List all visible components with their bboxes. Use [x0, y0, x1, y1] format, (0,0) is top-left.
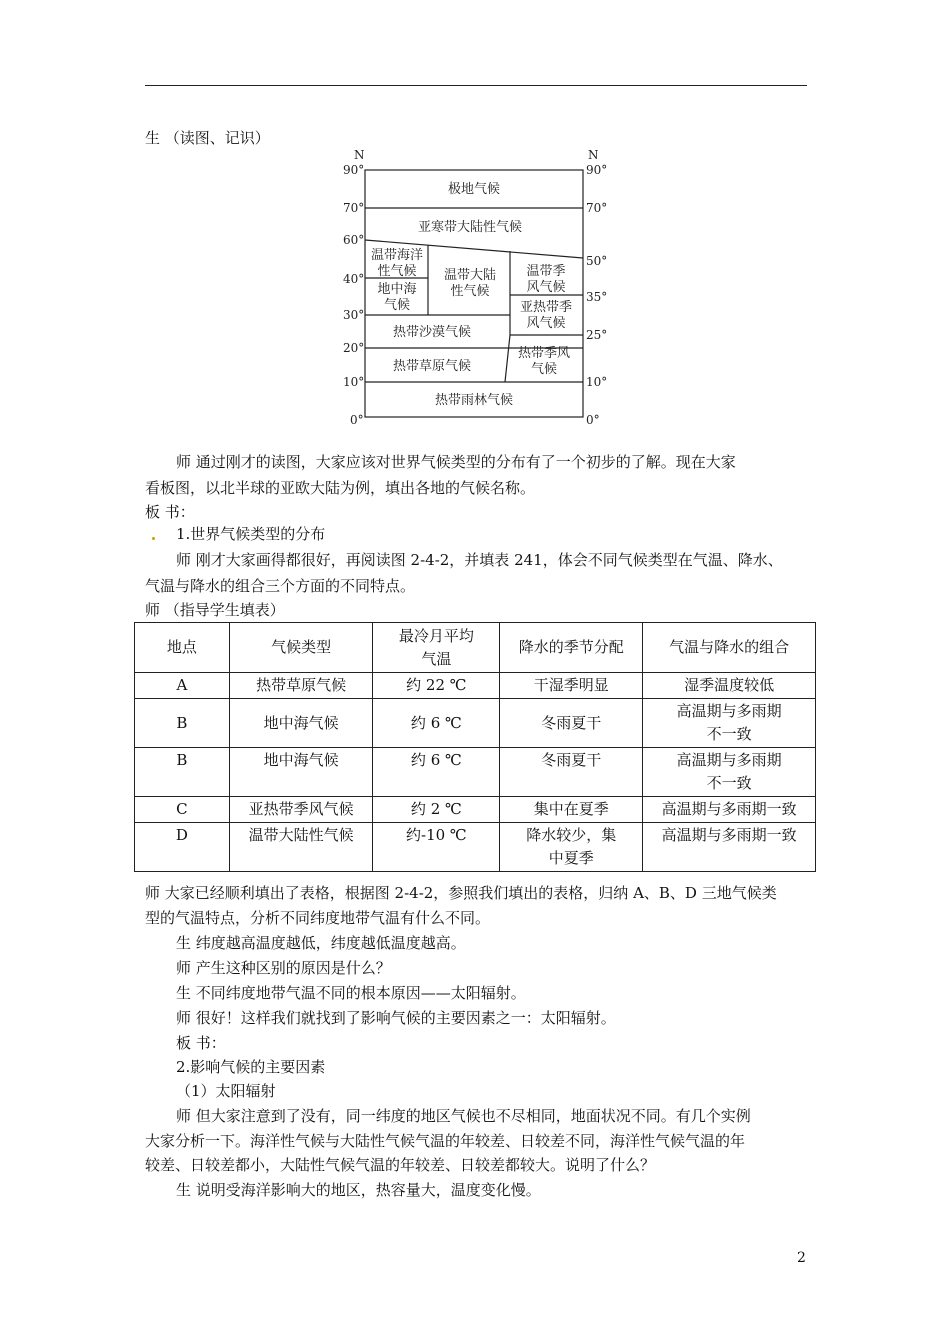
lat-label-left-70: 70°	[343, 201, 365, 215]
intro-line: 生 （读图、记识）	[145, 129, 270, 147]
paragraph-4-line-3: 较差、日较差都小，大陆性气候气温的年较差、日较差都较大。说明了什么？	[145, 1156, 656, 1174]
board-label-1: 板 书：	[145, 503, 195, 521]
lat-label-left-40: 40°	[343, 272, 365, 286]
lat-label-left-10: 10°	[343, 375, 365, 389]
zone-temperate-continental-1: 温带大陆	[443, 268, 497, 283]
cell-combination: 湿季温度较低	[643, 673, 816, 699]
teacher-question-1: 师 产生这种区别的原因是什么？	[176, 959, 391, 977]
cell-location: B	[135, 699, 230, 748]
zone-tropical-rainforest: 热带雨林气候	[434, 393, 514, 408]
cell-location: B	[135, 748, 230, 797]
cell-precipitation: 冬雨夏干	[500, 699, 643, 748]
lat-label-right-70: 70°	[586, 201, 608, 215]
lat-label-right-35: 35°	[586, 290, 608, 304]
cell-precipitation: 降水较少，集中夏季	[500, 823, 643, 872]
lat-label-left-30: 30°	[343, 308, 365, 322]
cell-climate-type: 地中海气候	[229, 748, 373, 797]
paragraph-3-line-1: 师 大家已经顺利填出了表格，根据图 2-4-2，参照我们填出的表格，归纳 A、B、D 三地气候类	[145, 884, 777, 902]
zone-temperate-monsoon-1: 温带季	[526, 264, 566, 279]
zone-subtropical-monsoon-2: 风气候	[526, 316, 566, 331]
cell-coldest-temp: 约 22 ℃	[373, 673, 500, 699]
zone-tropical-monsoon-2: 气候	[530, 362, 558, 377]
zone-mediterranean-1: 地中海	[377, 282, 417, 297]
cell-coldest-temp: 约-10 ℃	[373, 823, 500, 872]
guide-line: 师 （指导学生填表）	[145, 601, 285, 619]
header-precipitation-season: 降水的季节分配	[500, 623, 643, 673]
lat-label-right-0: 0°	[586, 413, 600, 427]
lat-label-right-90: 90°	[586, 163, 608, 177]
north-label-right: N	[588, 148, 599, 162]
cell-precipitation: 冬雨夏干	[500, 748, 643, 797]
cell-coldest-temp: 约 6 ℃	[373, 748, 500, 797]
lat-label-right-25: 25°	[586, 328, 608, 342]
cell-location: A	[135, 673, 230, 699]
paragraph-1-line-1: 师 通过刚才的读图，大家应该对世界气候类型的分布有了一个初步的了解。现在大家	[176, 453, 736, 471]
cell-climate-type: 热带草原气候	[229, 673, 373, 699]
climate-distribution-diagram	[330, 145, 620, 430]
north-label-left: N	[354, 148, 365, 162]
cell-precipitation: 集中在夏季	[500, 797, 643, 823]
table-row	[135, 673, 816, 699]
table-header-row	[135, 623, 816, 673]
section-heading-2: 2.影响气候的主要因素	[176, 1058, 326, 1076]
cell-coldest-temp: 约 6 ℃	[373, 699, 500, 748]
climate-comparison-table	[134, 622, 816, 872]
zone-tropical-savanna: 热带草原气候	[392, 359, 472, 374]
zone-temperate-continental-2: 性气候	[450, 284, 490, 299]
lat-label-left-60: 60°	[343, 233, 365, 247]
teacher-remark-1: 师 很好！这样我们就找到了影响气候的主要因素之一：太阳辐射。	[176, 1009, 616, 1027]
student-answer-2: 生 不同纬度地带气温不同的根本原因——太阳辐射。	[176, 984, 526, 1002]
zone-tropical-monsoon-1: 热带季风	[517, 346, 571, 361]
lat-label-right-10: 10°	[586, 375, 608, 389]
header-climate-type: 气候类型	[229, 623, 373, 673]
cell-combination: 高温期与多雨期不一致	[643, 699, 816, 748]
lat-label-left-20: 20°	[343, 341, 365, 355]
lat-label-left-90: 90°	[343, 163, 365, 177]
lat-label-right-50: 50°	[586, 254, 608, 268]
header-location: 地点	[135, 623, 230, 673]
section-heading-1: 1.世界气候类型的分布	[176, 525, 326, 543]
zone-tropical-desert: 热带沙漠气候	[392, 325, 472, 340]
cell-location: C	[135, 797, 230, 823]
cell-climate-type: 温带大陆性气候	[229, 823, 373, 872]
cell-location: D	[135, 823, 230, 872]
zone-polar: 极地气候	[447, 182, 501, 197]
paragraph-1-line-2: 看板图，以北半球的亚欧大陆为例，填出各地的气候名称。	[145, 479, 536, 497]
paragraph-3-line-2: 型的气温特点，分析不同纬度地带气温有什么不同。	[145, 909, 491, 927]
paragraph-4-line-2: 大家分析一下。海洋性气候与大陆性气候气温的年较差、日较差不同，海洋性气候气温的年	[145, 1132, 746, 1150]
cell-combination: 高温期与多雨期一致	[643, 823, 816, 872]
zone-mediterranean-2: 气候	[383, 298, 411, 313]
zone-temperate-maritime-2: 性气候	[377, 264, 417, 279]
zone-subtropical-monsoon-1: 亚热带季	[519, 300, 573, 315]
header-rule	[145, 85, 807, 86]
bullet-dot	[152, 537, 155, 540]
zone-subarctic: 亚寒带大陆性气候	[417, 220, 523, 235]
zone-temperate-maritime-1: 温带海洋	[370, 248, 424, 263]
cell-coldest-temp: 约 2 ℃	[373, 797, 500, 823]
header-coldest-month-temp: 最冷月平均气温	[373, 623, 500, 673]
header-temp-precip-combo: 气温与降水的组合	[643, 623, 816, 673]
paragraph-4-line-1: 师 但大家注意到了没有，同一纬度的地区气候也不尽相同，地面状况不同。有几个实例	[176, 1107, 751, 1125]
student-answer-1: 生 纬度越高温度越低，纬度越低温度越高。	[176, 934, 466, 952]
table-row	[135, 748, 816, 797]
paragraph-2-line-2: 气温与降水的组合三个方面的不同特点。	[145, 577, 416, 595]
section-subheading-2-1: （1）太阳辐射	[176, 1082, 276, 1100]
cell-climate-type: 地中海气候	[229, 699, 373, 748]
cell-precipitation: 干湿季明显	[500, 673, 643, 699]
table-row	[135, 823, 816, 872]
lat-label-left-0: 0°	[350, 413, 364, 427]
table-row	[135, 797, 816, 823]
student-answer-3: 生 说明受海洋影响大的地区，热容量大，温度变化慢。	[176, 1181, 541, 1199]
page-number: 2	[797, 1250, 806, 1266]
cell-combination: 高温期与多雨期一致	[643, 797, 816, 823]
table-row	[135, 699, 816, 748]
cell-combination: 高温期与多雨期不一致	[643, 748, 816, 797]
paragraph-2-line-1: 师 刚才大家画得都很好，再阅读图 2-4-2，并填表 241，体会不同气候类型在气温、降水、	[176, 551, 783, 569]
zone-temperate-monsoon-2: 风气候	[526, 280, 566, 295]
board-label-2: 板 书：	[176, 1034, 226, 1052]
cell-climate-type: 亚热带季风气候	[229, 797, 373, 823]
